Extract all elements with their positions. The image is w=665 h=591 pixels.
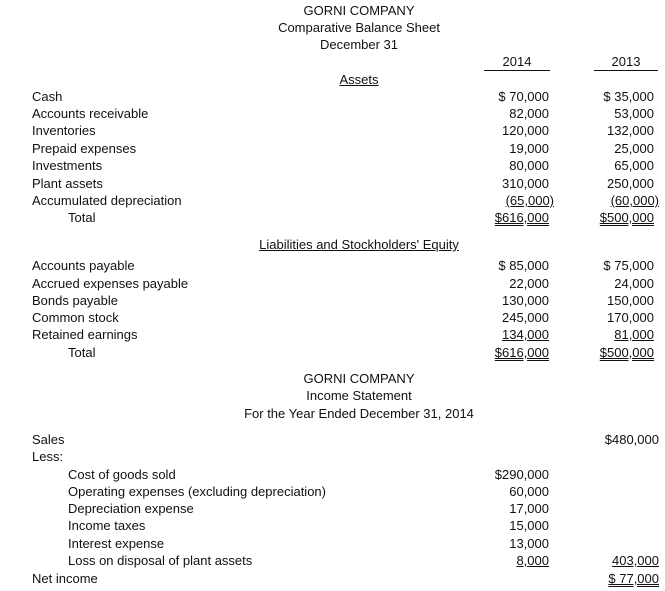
liability-2014-value: 130,000 <box>502 293 549 308</box>
expense-value: $290,000 <box>494 467 549 482</box>
asset-2014-value: $ 70,000 <box>498 89 549 104</box>
liability-2013-value: 150,000 <box>607 293 654 308</box>
liability-2013-value: 24,000 <box>614 276 654 291</box>
asset-2013-value: 132,000 <box>607 123 654 138</box>
liability-2014-value: $ 85,000 <box>498 258 549 273</box>
expense-value: 17,000 <box>509 501 549 516</box>
expense-value: 8,000 <box>516 553 549 568</box>
asset-2014-value: 120,000 <box>502 123 549 138</box>
bs-company-name: GORNI COMPANY <box>303 3 415 18</box>
expense-value: 15,000 <box>509 518 549 533</box>
asset-label: Investments <box>32 158 103 173</box>
asset-2013-value: 65,000 <box>614 158 654 173</box>
liabilities-total-2013: $500,000 <box>599 345 654 360</box>
liability-2013-value: 81,000 <box>614 327 654 342</box>
net-income-label: Net income <box>32 571 98 586</box>
asset-label: Plant assets <box>32 176 103 191</box>
net-income-value: $ 77,000 <box>608 571 659 586</box>
year-2013-header: 2013 <box>611 54 641 69</box>
assets-heading: Assets <box>339 72 379 87</box>
liability-label: Retained earnings <box>32 327 138 342</box>
asset-2014-value: (65,000) <box>505 193 554 208</box>
expense-label: Depreciation expense <box>68 501 194 516</box>
expense-label: Interest expense <box>68 536 165 551</box>
liability-2013-value: 170,000 <box>607 310 654 325</box>
asset-2014-value: 310,000 <box>502 176 549 191</box>
year-2014-header: 2014 <box>502 54 532 69</box>
is-period: For the Year Ended December 31, 2014 <box>244 406 474 421</box>
total-expenses-value: 403,000 <box>612 553 659 568</box>
liabilities-heading: Liabilities and Stockholders' Equity <box>259 237 459 252</box>
asset-2013-value: (60,000) <box>610 193 659 208</box>
liability-2014-value: 245,000 <box>502 310 549 325</box>
expense-label: Cost of goods sold <box>68 467 176 482</box>
assets-total-label: Total <box>68 210 96 225</box>
assets-total-2014: $616,000 <box>494 210 549 225</box>
liability-2014-value: 134,000 <box>502 327 549 342</box>
is-company-name: GORNI COMPANY <box>303 371 415 386</box>
is-title: Income Statement <box>306 388 412 403</box>
liabilities-total-label: Total <box>68 345 96 360</box>
liability-label: Accounts payable <box>32 258 135 273</box>
year-2014-rule <box>484 70 550 71</box>
asset-2013-value: 250,000 <box>607 176 654 191</box>
less-label: Less: <box>32 449 64 464</box>
liability-label: Bonds payable <box>32 293 119 308</box>
assets-total-2013: $500,000 <box>599 210 654 225</box>
bs-date: December 31 <box>319 37 399 52</box>
expense-label: Income taxes <box>68 518 146 533</box>
liability-2013-value: $ 75,000 <box>603 258 654 273</box>
asset-2014-value: 82,000 <box>509 106 549 121</box>
expense-label: Loss on disposal of plant assets <box>68 553 253 568</box>
asset-2013-value: $ 35,000 <box>603 89 654 104</box>
asset-2013-value: 25,000 <box>614 141 654 156</box>
year-2013-rule <box>594 70 658 71</box>
asset-2014-value: 19,000 <box>509 141 549 156</box>
liabilities-total-2014: $616,000 <box>494 345 549 360</box>
asset-label: Cash <box>32 89 63 104</box>
asset-label: Accounts receivable <box>32 106 149 121</box>
liability-label: Accrued expenses payable <box>32 276 189 291</box>
liability-label: Common stock <box>32 310 119 325</box>
bs-title: Comparative Balance Sheet <box>278 20 440 35</box>
sales-label: Sales <box>32 432 65 447</box>
asset-2014-value: 80,000 <box>509 158 549 173</box>
asset-label: Prepaid expenses <box>32 141 137 156</box>
asset-label: Inventories <box>32 123 96 138</box>
sales-value: $480,000 <box>604 432 659 447</box>
liability-2014-value: 22,000 <box>509 276 549 291</box>
expense-value: 60,000 <box>509 484 549 499</box>
expense-value: 13,000 <box>509 536 549 551</box>
expense-label: Operating expenses (excluding depreciation) <box>68 484 326 499</box>
asset-2013-value: 53,000 <box>614 106 654 121</box>
asset-label: Accumulated depreciation <box>32 193 182 208</box>
